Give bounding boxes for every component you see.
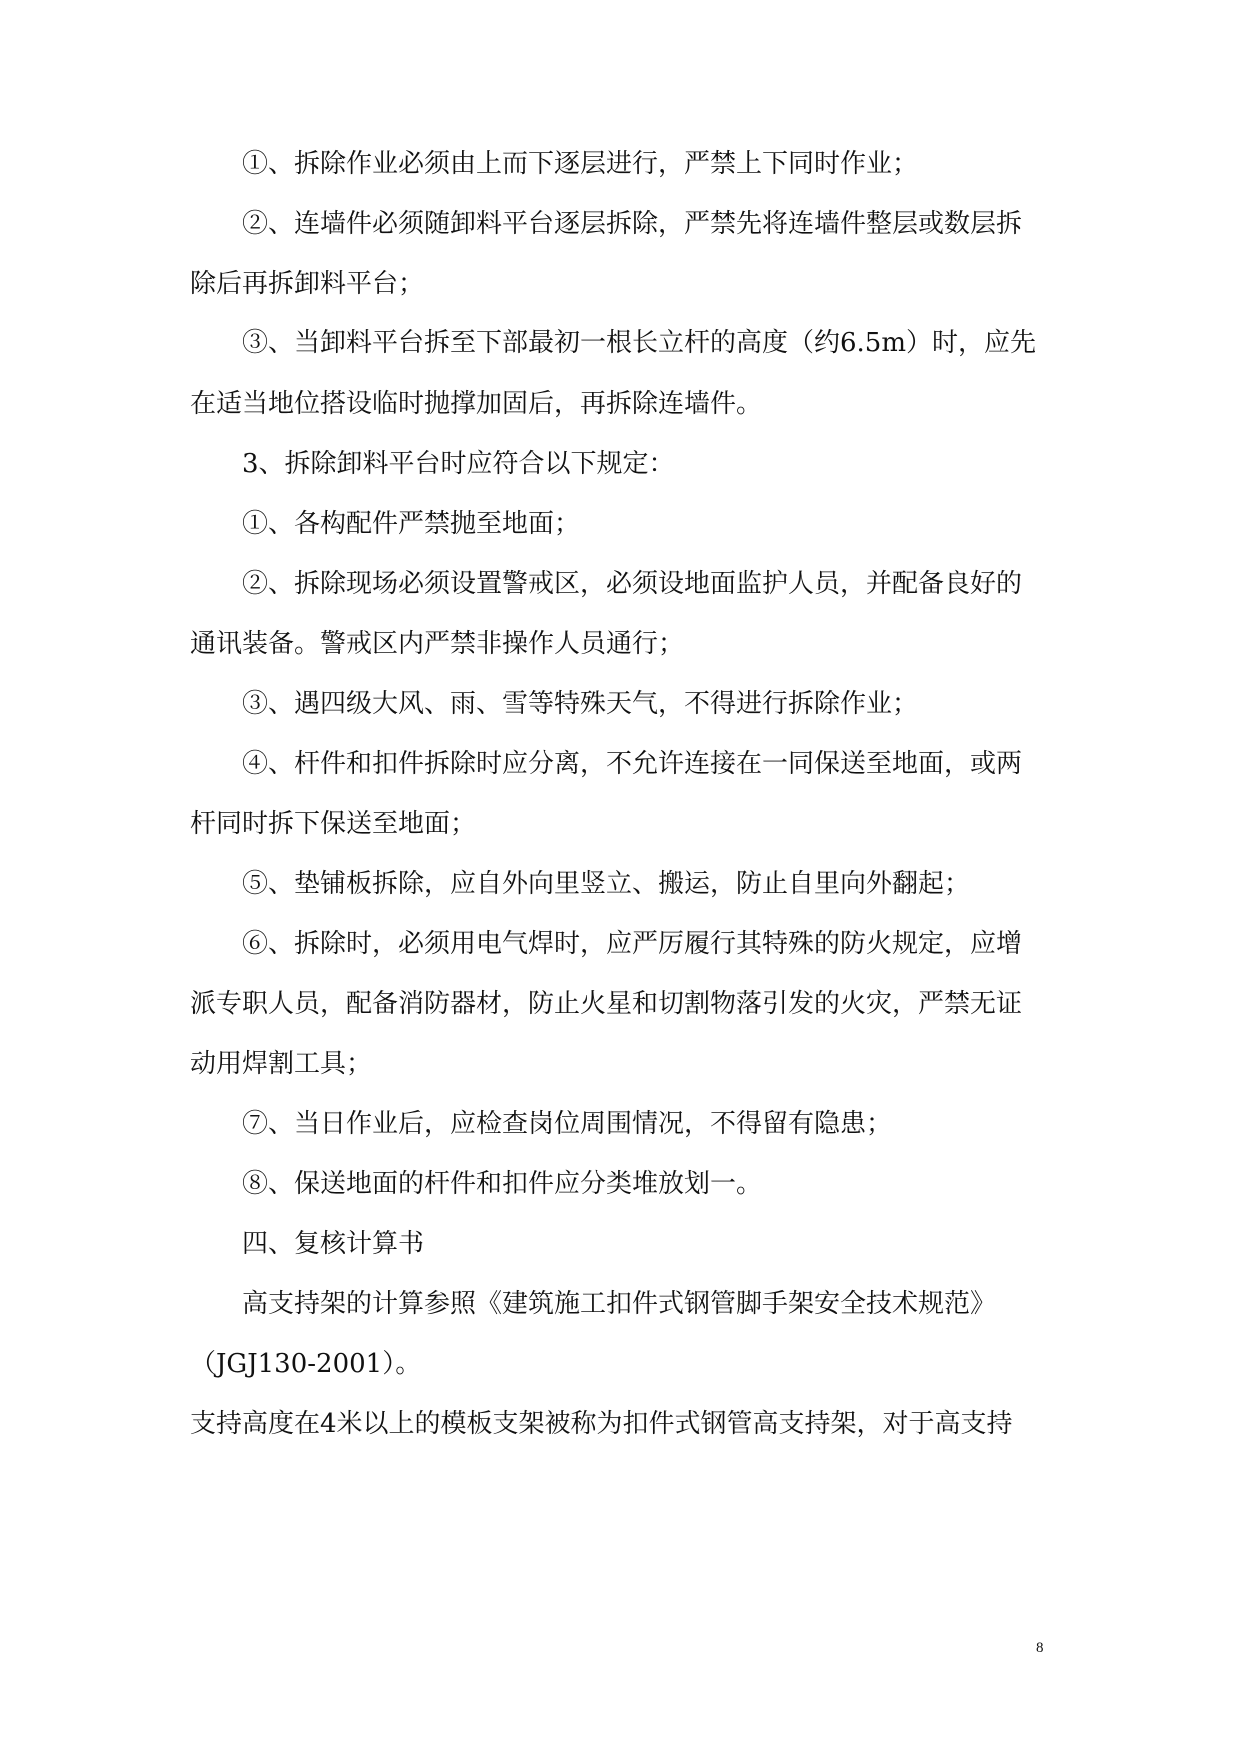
paragraph-line: ①、拆除作业必须由上而下逐层进行，严禁上下同时作业；: [242, 149, 919, 179]
paragraph-line: ⑧、保送地面的杆件和扣件应分类堆放划一。: [242, 1169, 763, 1199]
paragraph-line: ③、遇四级大风、雨、雪等特殊天气，不得进行拆除作业；: [242, 689, 919, 719]
paragraph-line: 杆同时拆下保送至地面；: [190, 809, 477, 839]
paragraph-line: （JGJ130-2001）。: [190, 1349, 422, 1379]
section-heading: 四、复核计算书: [242, 1229, 425, 1259]
paragraph-line: ②、拆除现场必须设置警戒区，必须设地面监护人员，并配备良好的: [242, 569, 1023, 599]
paragraph-line: 派专职人员，配备消防器材，防止火星和切割物落引发的火灾，严禁无证: [190, 989, 1023, 1019]
page-number: 8: [1036, 1640, 1044, 1656]
paragraph-line: ②、连墙件必须随卸料平台逐层拆除，严禁先将连墙件整层或数层拆: [242, 209, 1023, 239]
paragraph-line: 除后再拆卸料平台；: [190, 269, 425, 299]
paragraph-line: ①、各构配件严禁抛至地面；: [242, 509, 581, 539]
paragraph-line: 高支持架的计算参照《建筑施工扣件式钢管脚手架安全技术规范》: [242, 1289, 997, 1319]
paragraph-line: ⑦、当日作业后，应检查岗位周围情况，不得留有隐患；: [242, 1109, 893, 1139]
paragraph-line: 通讯装备。警戒区内严禁非操作人员通行；: [190, 629, 685, 659]
paragraph-line: 支持高度在4米以上的模板支架被称为扣件式钢管高支持架，对于高支持: [190, 1409, 1013, 1439]
paragraph-line: ⑤、垫铺板拆除，应自外向里竖立、搬运，防止自里向外翻起；: [242, 869, 971, 899]
paragraph-line: ③、当卸料平台拆至下部最初一根长立杆的高度（约6.5m）时，应先: [242, 328, 1037, 358]
section-heading: 3、拆除卸料平台时应符合以下规定：: [242, 449, 675, 479]
paragraph-line: 动用焊割工具；: [190, 1049, 373, 1079]
paragraph-line: ⑥、拆除时，必须用电气焊时，应严厉履行其特殊的防火规定，应增: [242, 929, 1023, 959]
paragraph-line: ④、杆件和扣件拆除时应分离，不允许连接在一同保送至地面，或两: [242, 749, 1023, 779]
paragraph-line: 在适当地位搭设临时抛撑加固后，再拆除连墙件。: [190, 389, 763, 419]
